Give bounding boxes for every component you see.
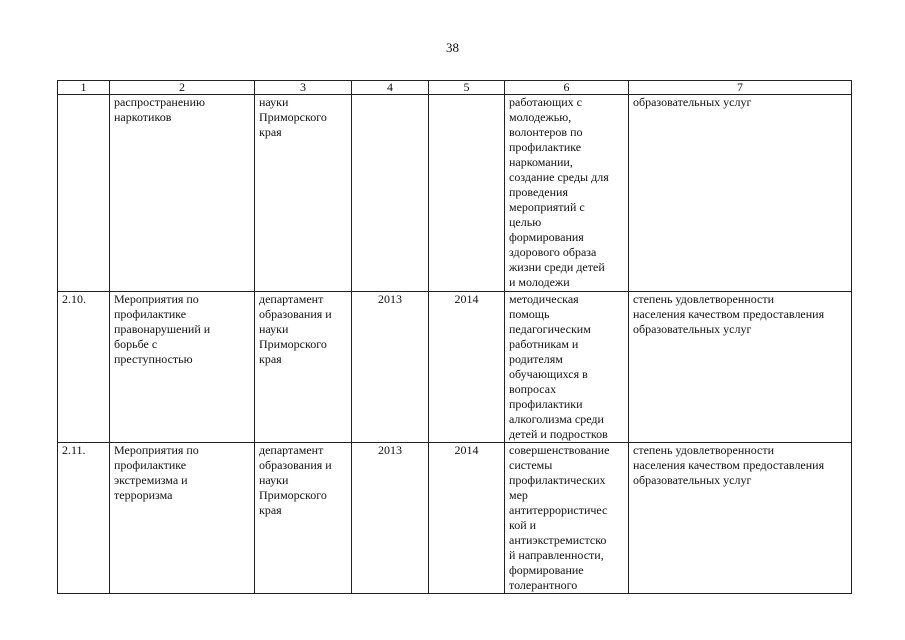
table-row xyxy=(58,95,852,292)
year-end: 2014 xyxy=(429,443,505,594)
event-content: методическая помощь педагогическим работникам и родителям обучающихся в вопросах профилактики алкоголизма среди детей и подростков xyxy=(505,292,629,443)
column-header: 2 xyxy=(110,81,255,95)
column-header: 4 xyxy=(352,81,429,95)
year-end xyxy=(429,95,505,292)
year-end: 2014 xyxy=(429,292,505,443)
year-start xyxy=(352,95,429,292)
event-content: работающих с молодежью, волонтеров по профилактике наркомании, создание среды для проведения мероприятий с целью формирования здорового образа жизни среди детей и молодежи xyxy=(505,95,629,292)
indicator: образовательных услуг xyxy=(629,95,852,292)
event-name: Мероприятия по профилактике правонарушений и борьбе с преступностью xyxy=(110,292,255,443)
indicator: степень удовлетворенности населения качеством предоставления образовательных услуг xyxy=(629,443,852,594)
year-start: 2013 xyxy=(352,443,429,594)
item-number: 2.10. xyxy=(58,292,110,443)
item-number xyxy=(58,95,110,292)
event-name: Мероприятия по профилактике экстремизма и терроризма xyxy=(110,443,255,594)
year-start: 2013 xyxy=(352,292,429,443)
column-header: 3 xyxy=(255,81,352,95)
table-row xyxy=(58,292,852,443)
executor: департамент образования и науки Приморского края xyxy=(255,292,352,443)
event-name: распространению наркотиков xyxy=(110,95,255,292)
page-number: 38 xyxy=(446,40,459,55)
table-header-row xyxy=(58,81,852,95)
column-header: 6 xyxy=(505,81,629,95)
program-table xyxy=(57,80,852,594)
item-number: 2.11. xyxy=(58,443,110,594)
column-header: 5 xyxy=(429,81,505,95)
column-header: 1 xyxy=(58,81,110,95)
table-row xyxy=(58,443,852,594)
executor: департамент образования и науки Приморского края xyxy=(255,443,352,594)
event-content: совершенствование системы профилактических мер антитеррористичес кой и антиэкстремистско й направленности, формирование толерантного xyxy=(505,443,629,594)
indicator: степень удовлетворенности населения качеством предоставления образовательных услуг xyxy=(629,292,852,443)
column-header: 7 xyxy=(629,81,852,95)
executor: науки Приморского края xyxy=(255,95,352,292)
